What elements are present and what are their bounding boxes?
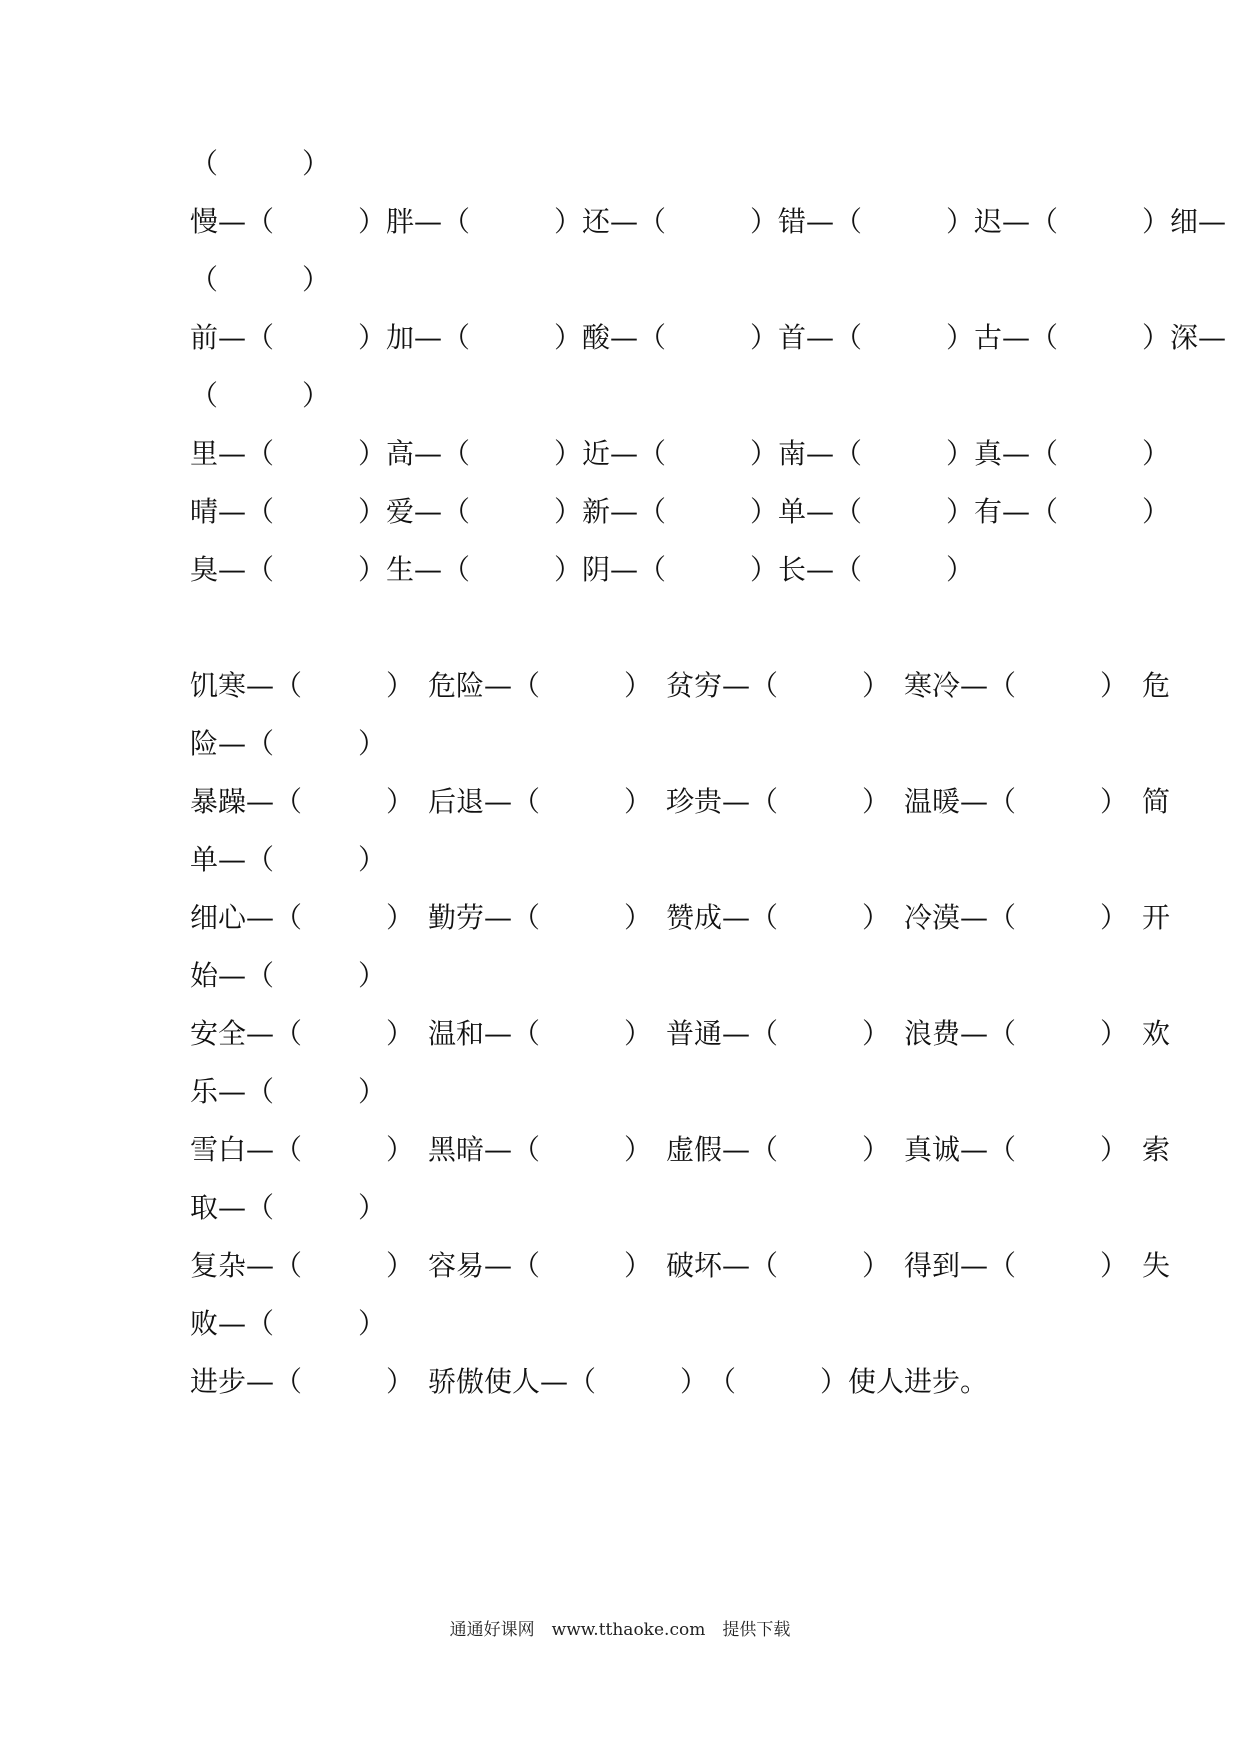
- exercise-line: 雪白—（ ） 黑暗—（ ） 虚假—（ ） 真诚—（ ） 索: [190, 1133, 1171, 1166]
- exercise-line: 取—（ ）: [190, 1191, 387, 1224]
- exercise-line: （ ）: [190, 379, 331, 412]
- exercise-line: 前—（ ）加—（ ）酸—（ ）首—（ ）古—（ ）深—: [190, 321, 1227, 354]
- exercise-line: 晴—（ ）爱—（ ）新—（ ）单—（ ）有—（ ）: [190, 495, 1171, 528]
- exercise-line: （ ）: [190, 147, 331, 180]
- exercise-line: 里—（ ）高—（ ）近—（ ）南—（ ）真—（ ）: [190, 437, 1171, 470]
- exercise-line: 进步—（ ） 骄傲使人—（ ） （ ）使人进步。: [190, 1365, 989, 1398]
- exercise-line: 饥寒—（ ） 危险—（ ） 贫穷—（ ） 寒冷—（ ） 危: [190, 669, 1171, 702]
- exercise-line: 始—（ ）: [190, 959, 387, 992]
- exercise-line: 险—（ ）: [190, 727, 387, 760]
- exercise-line: 臭—（ ）生—（ ）阴—（ ）长—（ ）: [190, 553, 975, 586]
- exercise-line: 细心—（ ） 勤劳—（ ） 赞成—（ ） 冷漠—（ ） 开: [190, 901, 1171, 934]
- exercise-line: 单—（ ）: [190, 843, 387, 876]
- exercise-line: 复杂—（ ） 容易—（ ） 破坏—（ ） 得到—（ ） 失: [190, 1249, 1171, 1282]
- exercise-line: 暴躁—（ ） 后退—（ ） 珍贵—（ ） 温暖—（ ） 简: [190, 785, 1171, 818]
- exercise-line: 乐—（ ）: [190, 1075, 387, 1108]
- exercise-line: 慢—（ ）胖—（ ）还—（ ）错—（ ）迟—（ ）细—: [190, 205, 1227, 238]
- page-footer: 通通好课网 www.tthaoke.com 提供下载: [449, 1620, 791, 1640]
- exercise-line: 败—（ ）: [190, 1307, 387, 1340]
- exercise-line: 安全—（ ） 温和—（ ） 普通—（ ） 浪费—（ ） 欢: [190, 1017, 1171, 1050]
- exercise-line: （ ）: [190, 263, 331, 296]
